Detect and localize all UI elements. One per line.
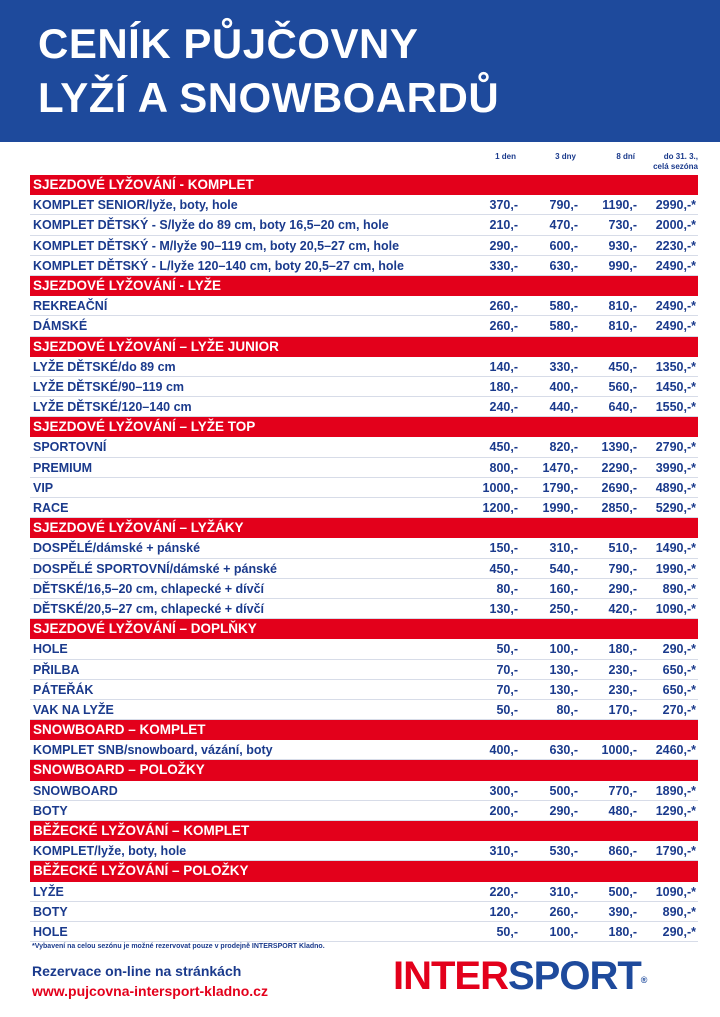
section-header: SJEZDOVÉ LYŽOVÁNÍ – DOPLŇKY — [30, 619, 698, 639]
price-1-day: 80,- — [496, 581, 518, 596]
table-row — [30, 437, 698, 457]
price-1-day: 290,- — [489, 238, 518, 253]
item-label: SNOWBOARD — [33, 783, 118, 798]
table-row — [30, 781, 698, 801]
price-season: 2230,-* — [655, 238, 696, 253]
table-row — [30, 922, 698, 942]
item-label: KOMPLET DĚTSKÝ - M/lyže 90–119 cm, boty 20,5–27 cm, hole — [33, 238, 400, 253]
price-season: 3990,-* — [655, 460, 696, 475]
section-header: SNOWBOARD – POLOŽKY — [30, 760, 698, 780]
price-season: 890,-* — [662, 581, 696, 596]
price-season: 1290,-* — [655, 803, 696, 818]
table-row — [30, 801, 698, 821]
item-label: LYŽE DĚTSKÉ/120–140 cm — [33, 400, 192, 415]
item-label: RACE — [33, 501, 69, 515]
table-row — [30, 740, 698, 760]
table-row — [30, 599, 698, 619]
price-8-days: 180,- — [608, 642, 637, 657]
price-season: 270,-* — [662, 702, 696, 717]
price-season: 650,-* — [662, 662, 696, 677]
price-1-day: 370,- — [489, 198, 518, 213]
price-season: 2990,-* — [655, 198, 696, 213]
price-8-days: 2290,- — [601, 460, 637, 475]
table-row — [30, 256, 698, 276]
table-row — [30, 458, 698, 478]
item-label: PÁTEŘÁK — [33, 682, 94, 697]
item-label: BOTY — [33, 803, 68, 818]
item-label: KOMPLET SNB/snowboard, vázání, boty — [33, 743, 273, 758]
table-row — [30, 215, 698, 235]
price-3-days: 630,- — [549, 258, 578, 273]
price-3-days: 1990,- — [542, 501, 578, 515]
intersport-logo — [393, 954, 646, 998]
price-1-day: 130,- — [489, 601, 518, 616]
table-row — [30, 316, 698, 336]
price-1-day: 120,- — [489, 904, 518, 919]
price-season: 1490,-* — [655, 541, 696, 556]
price-1-day: 240,- — [489, 400, 518, 415]
table-row — [30, 397, 698, 417]
price-1-day: 310,- — [489, 844, 518, 859]
price-3-days: 580,- — [549, 319, 578, 334]
price-8-days: 990,- — [608, 258, 637, 273]
logo-sport: SPORT — [508, 954, 641, 998]
price-8-days: 2690,- — [601, 480, 637, 495]
price-1-day: 70,- — [496, 682, 518, 697]
column-header-1-day: 1 den — [495, 152, 516, 161]
table-row — [30, 377, 698, 397]
item-label: DOSPĚLÉ SPORTOVNÍ/dámské + pánské — [33, 561, 277, 576]
item-label: DÁMSKÉ — [33, 319, 88, 334]
price-table — [30, 175, 698, 942]
price-8-days: 560,- — [608, 379, 637, 394]
price-1-day: 50,- — [496, 924, 518, 939]
price-3-days: 250,- — [549, 601, 578, 616]
item-label: VAK NA LYŽE — [33, 702, 114, 717]
price-1-day: 180,- — [489, 379, 518, 394]
price-3-days: 530,- — [549, 844, 578, 859]
table-row — [30, 478, 698, 498]
price-1-day: 70,- — [496, 662, 518, 677]
price-3-days: 470,- — [549, 218, 578, 233]
column-header-season-line-1: do 31. 3., — [663, 152, 698, 161]
item-label: SPORTOVNÍ — [33, 440, 107, 455]
table-row — [30, 700, 698, 720]
price-8-days: 180,- — [608, 924, 637, 939]
table-row — [30, 498, 698, 518]
table-row — [30, 639, 698, 659]
item-label: KOMPLET DĚTSKÝ - L/lyže 120–140 cm, boty 20,5–27 cm, hole — [33, 258, 404, 273]
price-8-days: 930,- — [608, 238, 637, 253]
price-season: 1790,-* — [655, 844, 696, 859]
item-label: KOMPLET DĚTSKÝ - S/lyže do 89 cm, boty 16,5–20 cm, hole — [33, 218, 389, 233]
price-3-days: 100,- — [549, 924, 578, 939]
price-1-day: 400,- — [489, 743, 518, 758]
price-3-days: 790,- — [549, 198, 578, 213]
price-season: 2460,-* — [655, 743, 696, 758]
item-label: DĚTSKÉ/16,5–20 cm, chlapecké + dívčí — [33, 581, 265, 596]
section-header: BĚŽECKÉ LYŽOVÁNÍ – POLOŽKY — [30, 861, 698, 881]
price-8-days: 420,- — [608, 601, 637, 616]
price-3-days: 600,- — [549, 238, 578, 253]
price-season: 2000,-* — [655, 218, 696, 233]
item-label: REKREAČNÍ — [33, 299, 108, 314]
table-row — [30, 236, 698, 256]
price-8-days: 510,- — [608, 541, 637, 556]
column-header-8-days: 8 dní — [616, 152, 635, 161]
price-3-days: 400,- — [549, 379, 578, 394]
item-label: PŘILBA — [33, 662, 80, 677]
price-season: 290,-* — [662, 642, 696, 657]
price-8-days: 730,- — [608, 218, 637, 233]
price-1-day: 450,- — [489, 561, 518, 576]
price-1-day: 260,- — [489, 299, 518, 314]
price-season: 1090,-* — [655, 601, 696, 616]
price-3-days: 260,- — [549, 904, 578, 919]
table-row — [30, 902, 698, 922]
price-3-days: 100,- — [549, 642, 578, 657]
page-header — [0, 0, 720, 142]
item-label: DĚTSKÉ/20,5–27 cm, chlapecké + dívčí — [33, 601, 265, 616]
price-3-days: 80,- — [556, 702, 578, 717]
price-1-day: 50,- — [496, 642, 518, 657]
table-row — [30, 660, 698, 680]
item-label: KOMPLET/lyže, boty, hole — [33, 844, 187, 859]
section-header: SJEZDOVÉ LYŽOVÁNÍ - LYŽE — [30, 276, 698, 296]
price-season: 290,-* — [662, 924, 696, 939]
price-3-days: 330,- — [549, 359, 578, 374]
price-1-day: 150,- — [489, 541, 518, 556]
price-1-day: 200,- — [489, 803, 518, 818]
item-label: PREMIUM — [33, 460, 93, 475]
table-row — [30, 538, 698, 558]
price-3-days: 580,- — [549, 299, 578, 314]
item-label: BOTY — [33, 904, 68, 919]
price-1-day: 300,- — [489, 783, 518, 798]
price-8-days: 230,- — [608, 682, 637, 697]
reservation-text: Rezervace on-line na stránkách — [32, 963, 242, 979]
logo-registered-mark: ® — [640, 975, 647, 985]
table-row — [30, 296, 698, 316]
column-header-season — [636, 152, 698, 176]
price-season: 2490,-* — [655, 299, 696, 314]
price-season: 1450,-* — [655, 379, 696, 394]
price-season: 1550,-* — [655, 400, 696, 415]
price-1-day: 50,- — [496, 702, 518, 717]
price-8-days: 1390,- — [601, 440, 637, 455]
price-season: 1890,-* — [655, 783, 696, 798]
item-label: HOLE — [33, 642, 68, 657]
price-1-day: 210,- — [489, 218, 518, 233]
price-3-days: 1470,- — [542, 460, 578, 475]
price-8-days: 1190,- — [602, 198, 637, 213]
price-3-days: 500,- — [549, 783, 578, 798]
price-season: 2490,-* — [655, 319, 696, 334]
price-season: 650,-* — [662, 682, 696, 697]
item-label: VIP — [33, 480, 54, 495]
price-1-day: 450,- — [489, 440, 518, 455]
price-8-days: 790,- — [608, 561, 637, 576]
website-link[interactable]: www.pujcovna-intersport-kladno.cz — [32, 983, 268, 999]
price-3-days: 130,- — [549, 662, 578, 677]
column-header-3-days: 3 dny — [555, 152, 576, 161]
price-1-day: 800,- — [489, 460, 518, 475]
item-label: LYŽE DĚTSKÉ/90–119 cm — [33, 379, 185, 394]
price-season: 1350,-* — [655, 359, 696, 374]
table-row — [30, 680, 698, 700]
price-3-days: 310,- — [549, 884, 578, 899]
price-8-days: 770,- — [608, 783, 637, 798]
item-label: DOSPĚLÉ/dámské + pánské — [33, 541, 201, 556]
price-3-days: 440,- — [549, 400, 578, 415]
price-1-day: 260,- — [489, 319, 518, 334]
price-1-day: 140,- — [489, 359, 518, 374]
price-1-day: 1000,- — [482, 480, 518, 495]
item-label: LYŽE — [33, 884, 64, 899]
price-3-days: 820,- — [549, 440, 578, 455]
item-label: LYŽE DĚTSKÉ/do 89 cm — [33, 359, 176, 374]
price-1-day: 1200,- — [482, 501, 518, 515]
price-8-days: 230,- — [608, 662, 637, 677]
price-8-days: 2850,- — [601, 501, 637, 515]
page-title-line-1: CENÍK PŮJČOVNY — [38, 20, 419, 67]
price-3-days: 160,- — [549, 581, 578, 596]
section-header: SJEZDOVÉ LYŽOVÁNÍ – LYŽE TOP — [30, 417, 698, 437]
price-3-days: 130,- — [549, 682, 578, 697]
price-8-days: 290,- — [608, 581, 637, 596]
price-1-day: 220,- — [489, 884, 518, 899]
table-row — [30, 882, 698, 902]
price-season: 2490,-* — [655, 258, 696, 273]
price-8-days: 390,- — [608, 904, 637, 919]
table-row — [30, 841, 698, 861]
price-3-days: 1790,- — [542, 480, 578, 495]
logo-inter: INTER — [393, 954, 508, 998]
section-header: SJEZDOVÉ LYŽOVÁNÍ – LYŽÁKY — [30, 518, 698, 538]
price-1-day: 330,- — [489, 258, 518, 273]
item-label: HOLE — [33, 924, 68, 939]
price-3-days: 310,- — [549, 541, 578, 556]
price-8-days: 500,- — [608, 884, 637, 899]
table-row — [30, 195, 698, 215]
price-8-days: 450,- — [608, 359, 637, 374]
price-season: 2790,-* — [655, 440, 696, 455]
price-8-days: 170,- — [608, 702, 637, 717]
item-label: KOMPLET SENIOR/lyže, boty, hole — [33, 198, 238, 213]
price-season: 1090,-* — [655, 884, 696, 899]
price-3-days: 540,- — [549, 561, 578, 576]
price-8-days: 640,- — [608, 400, 637, 415]
section-header: SJEZDOVÉ LYŽOVÁNÍ - KOMPLET — [30, 175, 698, 195]
footnote: *Vybavení na celou sezónu je možné rezervovat pouze v prodejně INTERSPORT Kladno. — [32, 943, 325, 950]
price-season: 4890,-* — [655, 480, 696, 495]
price-8-days: 810,- — [608, 319, 637, 334]
price-3-days: 290,- — [549, 803, 578, 818]
price-8-days: 480,- — [608, 803, 637, 818]
price-season: 5290,-* — [655, 501, 696, 515]
price-season: 1990,-* — [655, 561, 696, 576]
price-season: 890,-* — [662, 904, 696, 919]
section-header: BĚŽECKÉ LYŽOVÁNÍ – KOMPLET — [30, 821, 698, 841]
table-row — [30, 559, 698, 579]
table-row — [30, 357, 698, 377]
section-header: SNOWBOARD – KOMPLET — [30, 720, 698, 740]
table-row — [30, 579, 698, 599]
price-8-days: 860,- — [608, 844, 637, 859]
price-3-days: 630,- — [549, 743, 578, 758]
price-8-days: 1000,- — [601, 743, 637, 758]
column-header-season-line-2: celá sezóna — [653, 162, 698, 171]
section-header: SJEZDOVÉ LYŽOVÁNÍ – LYŽE JUNIOR — [30, 337, 698, 357]
price-8-days: 810,- — [608, 299, 637, 314]
page-title-line-2: LYŽÍ A SNOWBOARDŮ — [38, 74, 500, 121]
